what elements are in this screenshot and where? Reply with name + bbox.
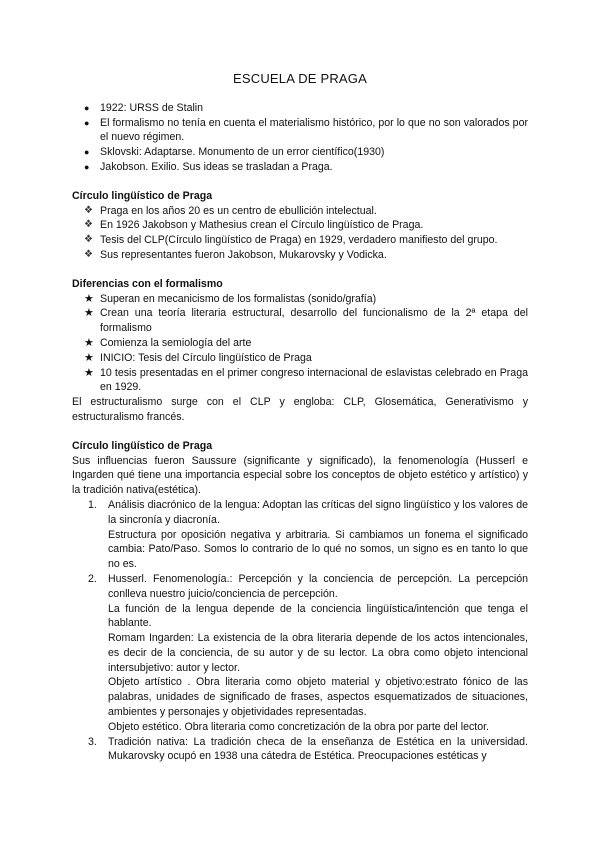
list-item: ● El formalismo no tenía en cuenta el materialismo histórico, por lo que no son valorados por el nuevo régimen. xyxy=(84,116,528,144)
bullet-dot-icon: ● xyxy=(84,147,90,158)
numbered-item-2 xyxy=(72,572,528,735)
star-bullet-icon: ★ xyxy=(84,336,94,349)
numbered-item-3 xyxy=(72,735,528,765)
item-line: La función de la lengua depende de la conciencia lingüística/intención que tenga el hablante. xyxy=(108,602,528,630)
star-bullet-icon: ★ xyxy=(84,366,94,379)
diferencias-bullet-list xyxy=(72,292,528,396)
diamond-bullet-icon: ❖ xyxy=(84,248,93,260)
section-heading-diferencias: Diferencias con el formalismo xyxy=(72,277,223,290)
item-line: Tradición nativa: La tradición checa de la enseñanza de Estética en la universidad. Mukarovsky ocupó en 1938 una cátedra de Estética. Preocupaciones estéticas y xyxy=(108,735,528,763)
bullet-dot-icon: ● xyxy=(84,117,90,128)
closing-paragraph: El estructuralismo surge con el CLP y engloba: CLP, Glosemática, Generativismo y estructuralismo francés. xyxy=(72,396,528,423)
list-item: ★ Superan en mecanicismo de los formalistas (sonido/grafía) xyxy=(84,292,377,305)
star-bullet-icon: ★ xyxy=(84,292,94,305)
numbered-item-1 xyxy=(72,498,528,572)
item-number: 1. xyxy=(88,498,97,511)
list-item: ❖ Sus representantes fueron Jakobson, Mukarovsky y Vodicka. xyxy=(84,248,387,261)
bullet-dot-icon: ● xyxy=(84,161,90,172)
item-line: Husserl. Fenomenología.: Percepción y la conciencia de percepción. La percepción conlleva nuestro juicio/conciencia de percepción. xyxy=(108,572,528,600)
list-item: ❖ Praga en los años 20 es un centro de ebullición intelectual. xyxy=(84,204,377,217)
list-item: ● Sklovski: Adaptarse. Monumento de un error científico(1930) xyxy=(84,146,385,159)
diamond-bullet-icon: ❖ xyxy=(84,234,93,246)
list-item: ★ Crean una teoría literaria estructural, desarrollo del funcionalismo de la 2ª etapa del formalismo xyxy=(84,307,528,335)
numbered-list xyxy=(72,498,528,764)
item-line: Romam Ingarden: La existencia de la obra literaria depende de los actos intencionales, es decir de la conciencia, de su autor y de su lector. La obra como objeto intencional intersubjetivo: autor y lector. xyxy=(108,632,528,674)
influences-paragraph: Sus influencias fueron Saussure (significante y significado), la fenomenología (Husserl e Ingarden qué tiene una importancia especial sobre los conceptos de objeto estético y artístico) y la tradición nativa(estética). xyxy=(72,454,528,497)
section-heading-circulo-2: Círculo lingüístico de Praga xyxy=(72,439,213,452)
diamond-bullet-icon: ❖ xyxy=(84,219,93,231)
section-heading-circulo: Círculo lingüístico de Praga xyxy=(72,189,213,202)
list-item: ★ Comienza la semiología del arte xyxy=(84,336,252,349)
document-content xyxy=(72,72,528,764)
circulo-bullet-list xyxy=(72,204,528,263)
item-line: Objeto estético. Obra literaria como concretización de la obra por parte del lector. xyxy=(108,720,489,733)
list-item: ★ 10 tesis presentadas en el primer congreso internacional de eslavistas celebrado en Praga en 1929. xyxy=(84,366,528,394)
list-item: ● Jakobson. Exilio. Sus ideas se trasladan a Praga. xyxy=(84,160,333,173)
star-bullet-icon: ★ xyxy=(84,307,94,320)
item-line: Análisis diacrónico de la lengua: Adoptan las críticas del signo lingüístico y los valores de la sincronía y diacronía. xyxy=(108,498,528,526)
list-item: ★ INICIO: Tesis del Círculo lingüístico de Praga xyxy=(84,351,312,364)
bullet-dot-icon: ● xyxy=(84,102,90,113)
list-item: ❖ En 1926 Jakobson y Mathesius crean el Círculo lingüístico de Praga. xyxy=(84,219,424,232)
star-bullet-icon: ★ xyxy=(84,351,94,364)
item-line: Objeto artístico . Obra literaria como objeto material y objetivo:estrato fónico de las palabras, unidades de significado de frases, aspectos esquematizados de situaciones, ambientes y personajes y objetividades representadas. xyxy=(108,676,528,719)
item-number: 3. xyxy=(88,735,97,748)
item-line: Estructura por oposición negativa y arbitraria. Si cambiamos un fonema el significado cambia: Pato/Paso. Somos lo contrario de lo qué no somos, un signo es en tanto lo que no es. xyxy=(108,528,528,571)
intro-bullet-list xyxy=(72,101,528,175)
list-item: ❖ Tesis del CLP(Círculo lingüístico de Praga) en 1929, verdadero manifiesto del grupo. xyxy=(84,234,498,247)
diamond-bullet-icon: ❖ xyxy=(84,204,93,216)
page-title: ESCUELA DE PRAGA xyxy=(233,71,367,86)
list-item: ● 1922: URSS de Stalin xyxy=(84,101,204,114)
item-number: 2. xyxy=(88,572,97,585)
